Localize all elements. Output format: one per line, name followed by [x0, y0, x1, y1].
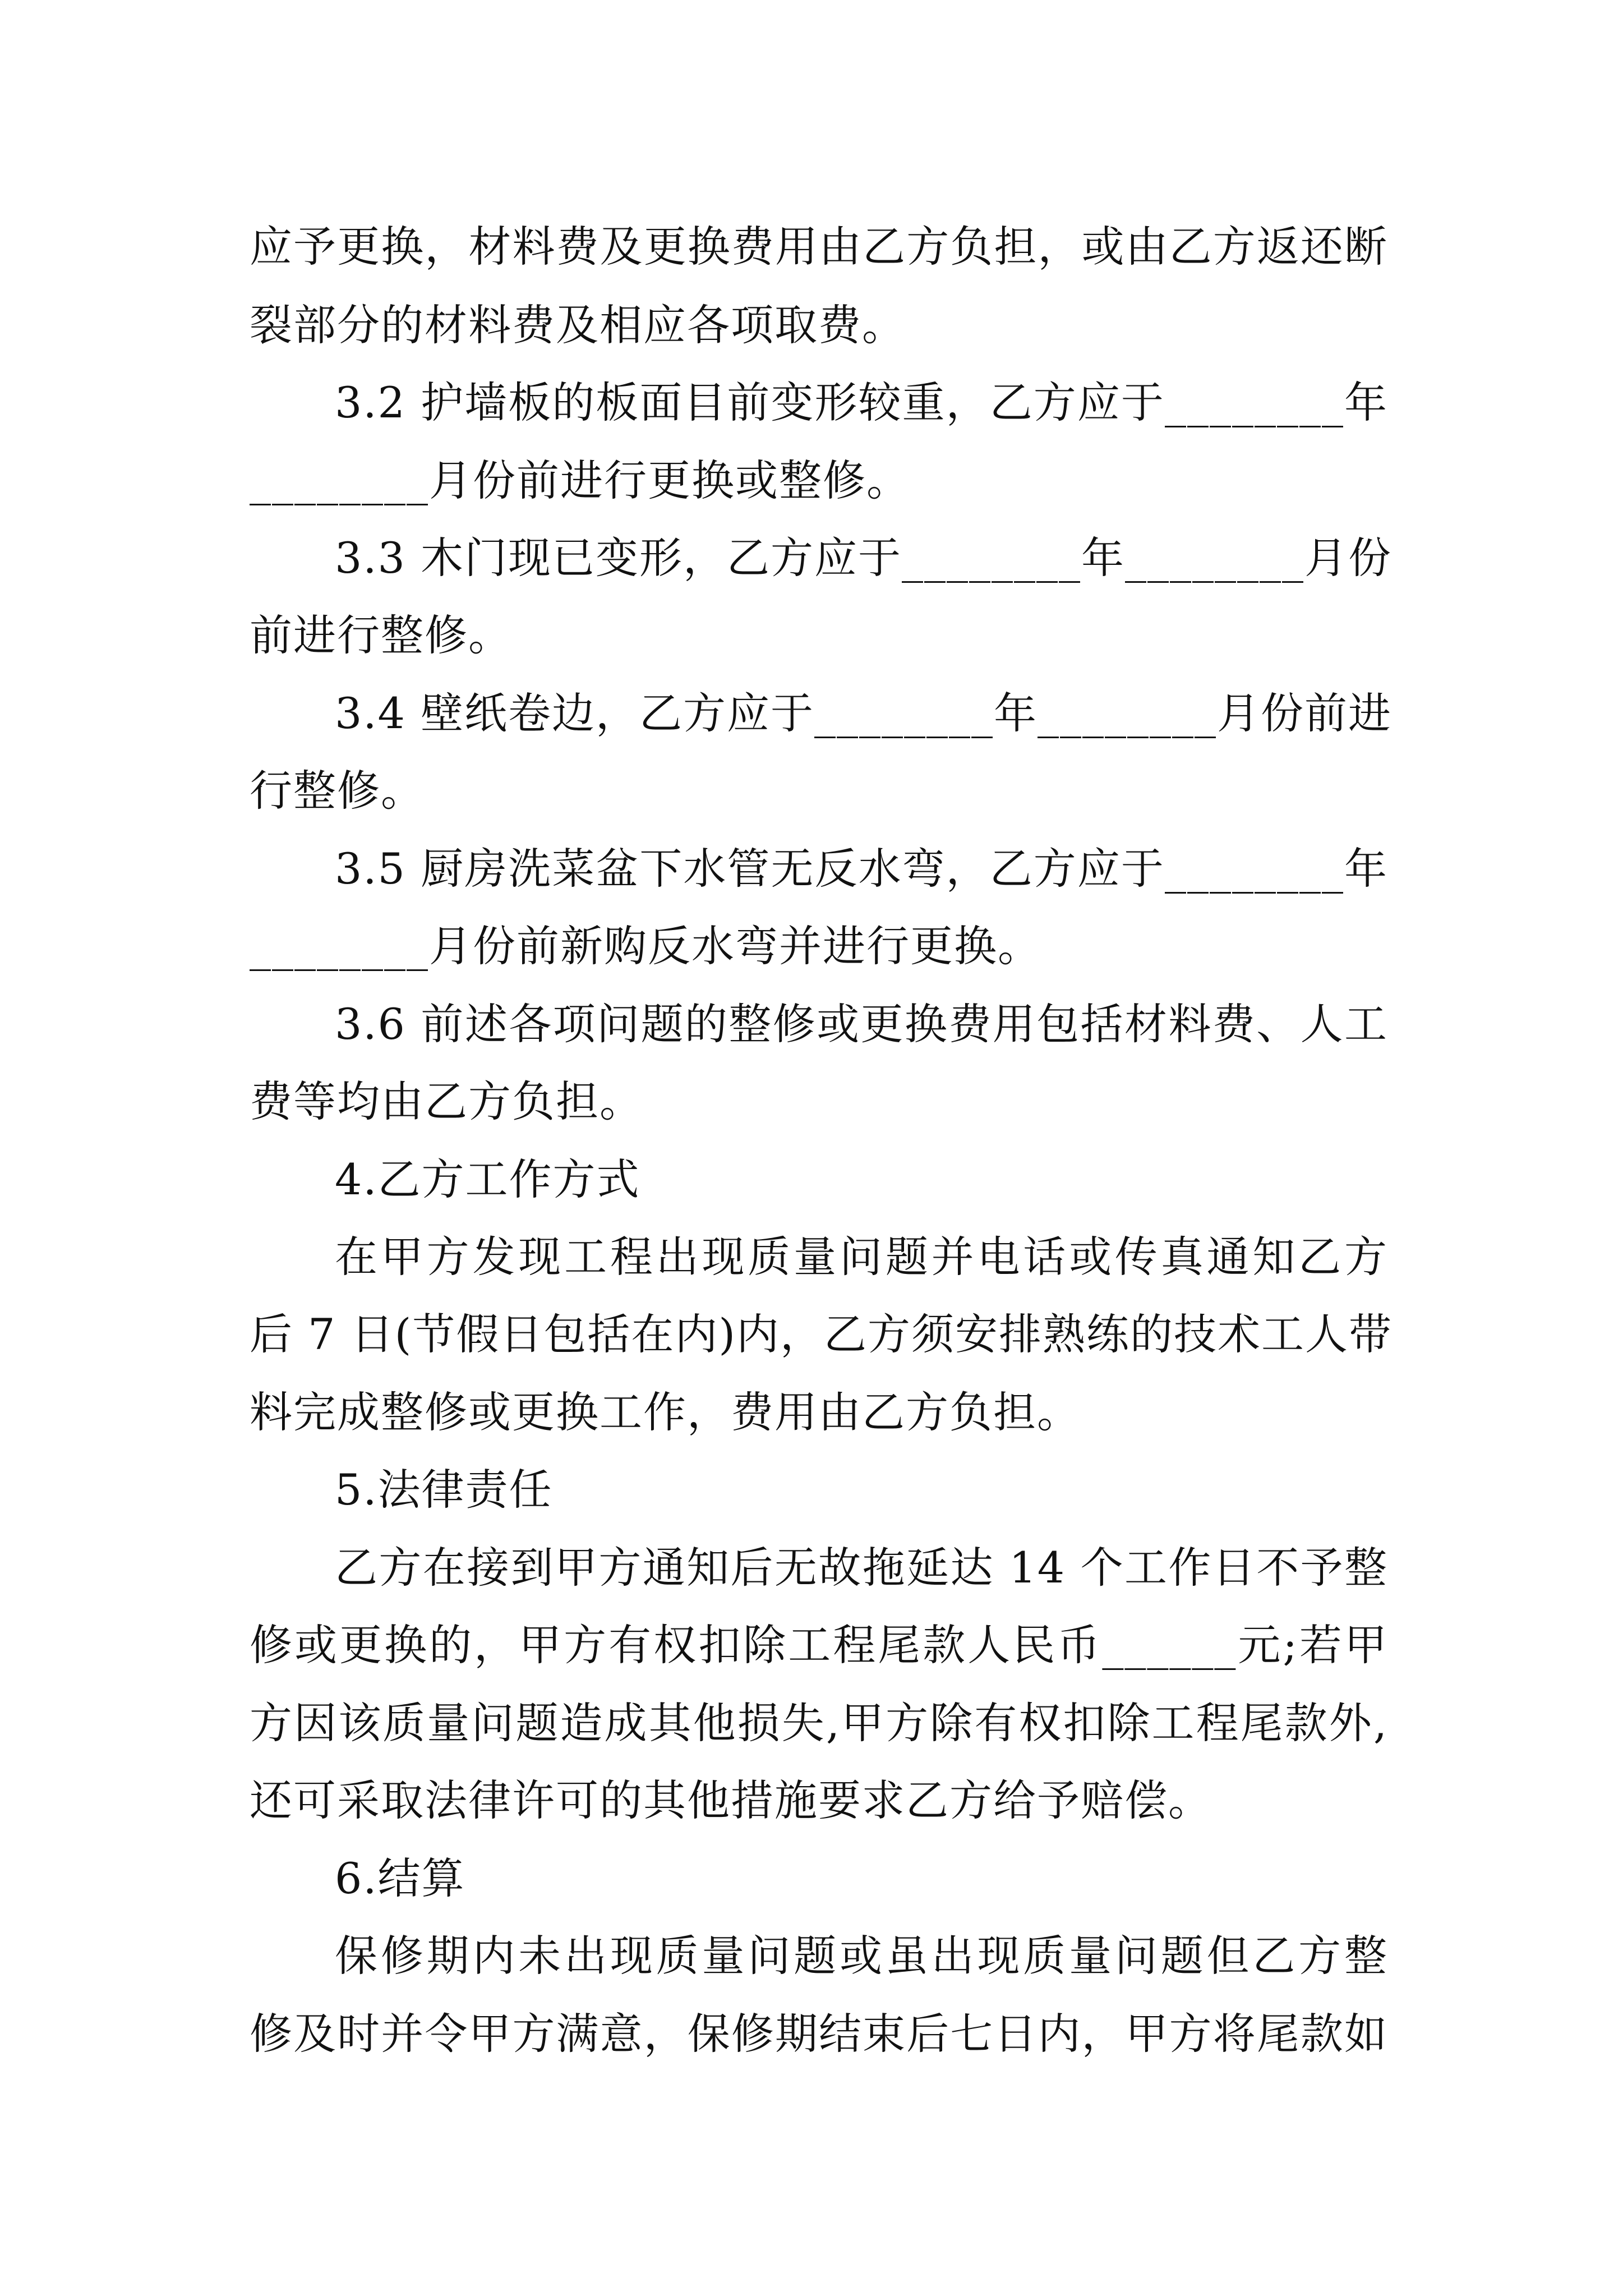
section-heading-5: 5.法律责任	[335, 1465, 553, 1515]
paragraph-line: 在甲方发现工程出现质量问题并电话或传真通知乙方	[335, 1232, 1388, 1282]
paragraph-line: 方因该质量问题造成其他损失,甲方除有权扣除工程尾款外,	[250, 1698, 1388, 1748]
paragraph-line: 行整修。	[250, 766, 425, 816]
paragraph-line: 后 7 日(节假日包括在内)内，乙方须安排熟练的技术工人带	[250, 1309, 1393, 1359]
section-heading-4: 4.乙方工作方式	[335, 1154, 640, 1204]
paragraph-line: 还可采取法律许可的其他措施要求乙方给予赔偿。	[250, 1775, 1212, 1825]
paragraph-line: 料完成整修或更换工作，费用由乙方负担。	[250, 1387, 1081, 1437]
paragraph-line: ________月份前新购反水弯并进行更换。	[250, 921, 1041, 971]
paragraph-line: 应予更换，材料费及更换费用由乙方负担，或由乙方返还断	[250, 222, 1388, 272]
paragraph-line: 前进行整修。	[250, 610, 512, 660]
clause-3-5-line: 3.5 厨房洗菜盆下水管无反水弯，乙方应于________年	[335, 844, 1388, 894]
paragraph-line: 修或更换的，甲方有权扣除工程尾款人民币______元;若甲	[250, 1620, 1388, 1670]
clause-3-6-line: 3.6 前述各项问题的整修或更换费用包括材料费、人工	[335, 999, 1388, 1049]
clause-3-4-line: 3.4 壁纸卷边，乙方应于________年________月份前进	[335, 688, 1393, 738]
section-heading-6: 6.结算	[335, 1853, 465, 1903]
paragraph-line: 裂部分的材料费及相应各项取费。	[250, 300, 906, 350]
paragraph-line: 乙方在接到甲方通知后无故拖延达 14 个工作日不予整	[335, 1543, 1388, 1593]
paragraph-line: 保修期内未出现质量问题或虽出现质量问题但乙方整	[335, 1931, 1388, 1981]
paragraph-line: 修及时并令甲方满意，保修期结束后七日内，甲方将尾款如	[250, 2009, 1388, 2059]
paragraph-line: ________月份前进行更换或整修。	[250, 455, 910, 505]
clause-3-3-line: 3.3 木门现已变形，乙方应于________年________月份	[335, 533, 1393, 583]
paragraph-line: 费等均由乙方负担。	[250, 1076, 643, 1126]
clause-3-2-line: 3.2 护墙板的板面目前变形较重，乙方应于________年	[335, 378, 1388, 427]
